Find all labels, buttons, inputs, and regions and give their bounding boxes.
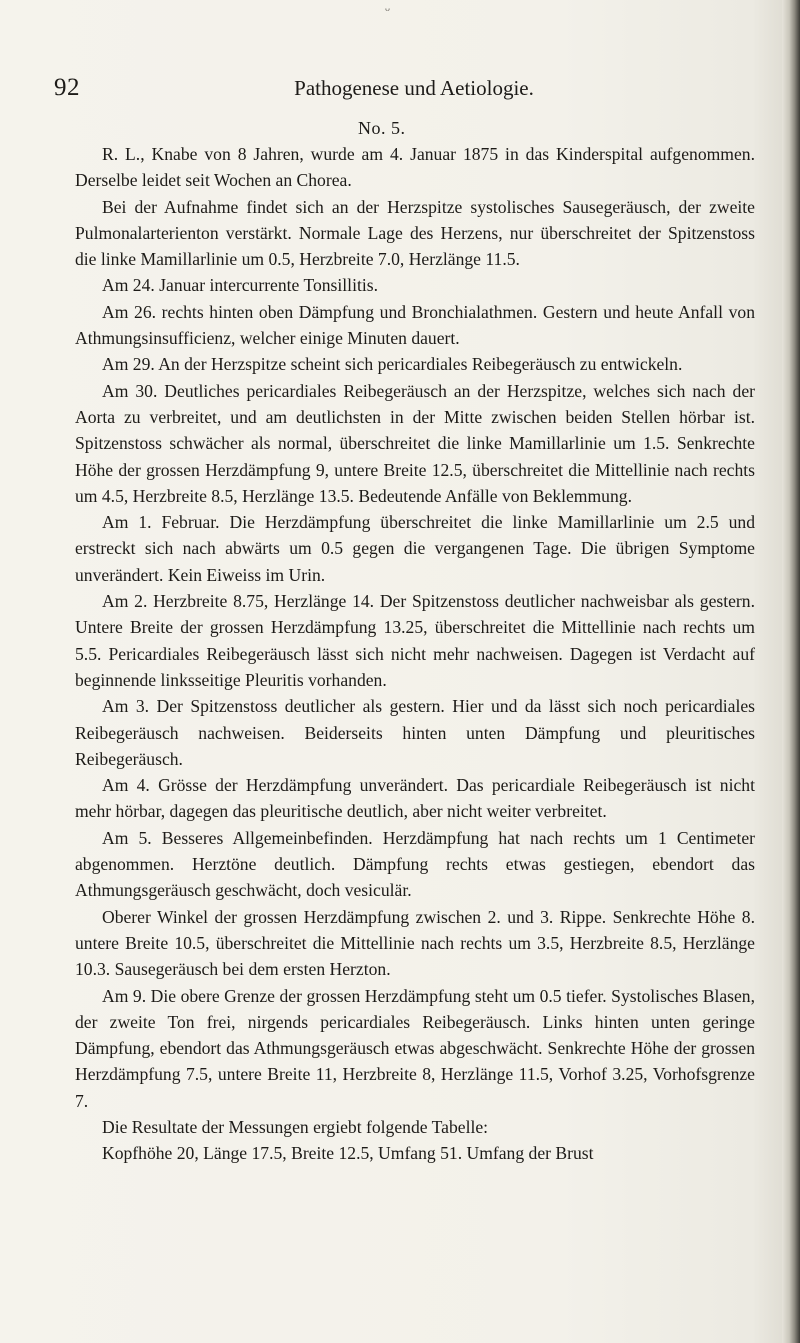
case-body xyxy=(75,141,755,1167)
paragraph-jan-26: Am 26. rechts hinten oben Dämpfung und Bronchialathmen. Gestern und heute Anfall von Athmungsinsufficienz, welcher einige Minuten dauert. xyxy=(75,301,755,349)
paragraph-intake-findings: Bei der Aufnahme findet sich an der Herzspitze systolisches Sausegeräusch, der zweite Pulmonalarterienton verstärkt. Normale Lage des Herzens, nur überschreitet der Spitzenstoss die linke Mamillarlinie um 0.5, Herzbreite 7.0, Herzlänge 11.5. xyxy=(75,196,755,270)
top-edge-mark: ᴗ xyxy=(385,3,390,14)
paragraph-admission: R. L., Knabe von 8 Jahren, wurde am 4. Januar 1875 in das Kinderspital aufgenommen. Derselbe leidet seit Wochen an Chorea. xyxy=(75,144,755,191)
paragraph-jan-30: Am 30. Deutliches pericardiales Reibegeräusch an der Herzspitze, welches sich nach der Aorta zu verbreitet, und am deutlichsten in der Mitte zwischen beiden Stellen hörbar ist. Spitzenstoss schwächer als normal, überschreitet die linke Mamillarlinie um 1.5. Senkrechte Höhe der grossen Herzdämpfung 9, untere Breite 12.5, überschreitet die Mittellinie nach rechts um 4.5, Herzbreite 8.5, Herzlänge 13.5. Bedeutende Anfälle von Beklemmung. xyxy=(75,380,755,506)
paragraph-feb-3: Am 3. Der Spitzenstoss deutlicher als gestern. Hier und da lässt sich noch pericardiales Reibegeräusch nachweisen. Beiderseits hinten unten Dämpfung und pleuritisches Reibegeräusch. xyxy=(75,696,755,769)
paragraph-feb-9: Am 9. Die obere Grenze der grossen Herzdämpfung steht um 0.5 tiefer. Systolisches Blasen, der zweite Ton frei, nirgends pericardiales Reibegeräusch. Links hinten unten geringe Dämpfung, ebendort das Athmungsgeräusch etwas abgeschwächt. Senkrechte Höhe der grossen Herzdämpfung 7.5, untere Breite 11, Herzbreite 8, Herzlänge 11.5, Vorhof 3.25, Vorhofsgrenze 7. xyxy=(75,985,755,1111)
paragraph-measurements: Kopfhöhe 20, Länge 17.5, Breite 12.5, Umfang 51. Umfang der Brust xyxy=(102,1143,594,1164)
paragraph-feb-5: Am 5. Besseres Allgemeinbefinden. Herzdämpfung hat nach rechts um 1 Centimeter abgenommen. Herztöne deutlich. Dämpfung rechts etwas gestiegen, ebendort das Athmungsgeräusch geschwächt, doch vesiculär. xyxy=(75,827,755,901)
paragraph-feb-1: Am 1. Februar. Die Herzdämpfung überschreitet die linke Mamillarlinie um 2.5 und erstreckt sich nach abwärts um 0.5 gegen die vergangenen Tage. Die übrigen Symptome unverändert. Kein Eiweiss im Urin. xyxy=(75,512,755,585)
running-head: Pathogenese und Aetiologie. xyxy=(294,76,534,100)
page-header xyxy=(54,72,754,104)
binding-shadow xyxy=(782,0,800,1343)
paragraph-feb-4: Am 4. Grösse der Herzdämpfung unverändert. Das pericardiale Reibegeräusch ist nicht mehr hörbar, dagegen das pleuritische deutlich, aber nicht weiter verbreitet. xyxy=(75,775,755,822)
paragraph-upper-angle: Oberer Winkel der grossen Herzdämpfung zwischen 2. und 3. Rippe. Senkrechte Höhe 8. untere Breite 10.5, überschreitet die Mittellinie nach rechts um 3.5, Herzbreite 8.5, Herzlänge 10.3. Sausegeräusch bei dem ersten Herzton. xyxy=(75,906,755,980)
paragraph-feb-2: Am 2. Herzbreite 8.75, Herzlänge 14. Der Spitzenstoss deutlicher nachweisbar als gestern. Untere Breite der grossen Herzdämpfung 13.25, überschreitet die Mittellinie nach rechts um 5.5. Pericardiales Reibegeräusch lässt sich nicht mehr nachweisen. Dagegen ist Verdacht auf beginnende linksseitige Pleuritis vorhanden. xyxy=(75,591,755,690)
page-number: 92 xyxy=(54,74,80,101)
paragraph-table-intro: Die Resultate der Messungen ergiebt folgende Tabelle: xyxy=(102,1116,489,1137)
case-title: No. 5. xyxy=(358,118,406,138)
paragraph-jan-24: Am 24. Januar intercurrente Tonsillitis. xyxy=(102,275,378,296)
paragraph-jan-29: Am 29. An der Herzspitze scheint sich pericardiales Reibegeräusch zu entwickeln. xyxy=(102,354,683,375)
